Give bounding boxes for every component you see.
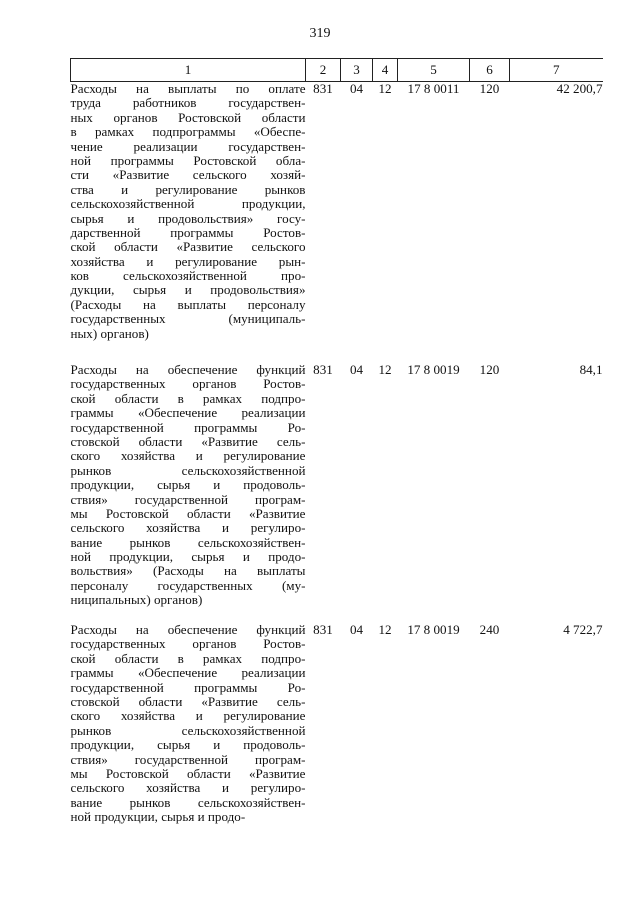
description-line: ства и регулирование рынков bbox=[70, 181, 306, 197]
description-line: ных органов Ростовской области bbox=[70, 109, 306, 125]
description-line: вание рынков сельскохозяйствен- bbox=[70, 534, 306, 550]
column-header-5: 5 bbox=[398, 59, 470, 82]
description-line: государственной программы Ро- bbox=[70, 679, 306, 695]
table-row bbox=[71, 623, 603, 824]
description-line: ского хозяйства и регулирование bbox=[70, 708, 306, 724]
expense-type-code: 120 bbox=[479, 81, 500, 96]
description-line: сти «Развитие сельского хозяй- bbox=[70, 167, 306, 183]
description-line: граммы «Обеспечение реализации bbox=[70, 405, 306, 421]
description-line: Расходы на обеспечение функций bbox=[70, 622, 306, 637]
description-line: рынков сельскохозяйственной bbox=[70, 722, 306, 738]
expense-type-code: 120 bbox=[479, 362, 500, 377]
description-line: сельского хозяйства и регулиро- bbox=[70, 780, 306, 796]
description-line: сырья и продовольствия» госу- bbox=[70, 210, 306, 226]
description-line: чение реализации государствен- bbox=[70, 138, 306, 154]
description-line: государственных органов Ростов- bbox=[70, 636, 306, 652]
description-line: ствия» государственной програм- bbox=[70, 751, 306, 767]
description-line: дарственной программы Ростов- bbox=[70, 224, 306, 240]
description-line: хозяйства и регулирование рын- bbox=[70, 253, 306, 269]
table-header-row bbox=[71, 59, 603, 82]
column-header-7: 7 bbox=[510, 59, 603, 82]
description-line: Расходы на выплаты по оплате bbox=[70, 81, 306, 96]
amount: 42 200,7 bbox=[556, 81, 603, 96]
amount: 4 722,7 bbox=[563, 622, 603, 637]
section-code: 04 bbox=[349, 362, 364, 377]
description-line: дукции, сырья и продовольствия» bbox=[70, 282, 306, 298]
column-header-1: 1 bbox=[71, 59, 306, 82]
description-line: труда работников государствен- bbox=[70, 95, 306, 111]
description-line: мы Ростовской области «Развитие bbox=[70, 765, 306, 781]
description-line: Расходы на обеспечение функций bbox=[70, 362, 306, 377]
row-description bbox=[71, 363, 306, 623]
description-line: продукции, сырья и продоволь- bbox=[70, 737, 306, 753]
description-line: государственной программы Ро- bbox=[70, 419, 306, 435]
column-header-3: 3 bbox=[341, 59, 373, 82]
column-header-4: 4 bbox=[373, 59, 398, 82]
description-line: мы Ростовской области «Развитие bbox=[70, 505, 306, 521]
subsection-code: 12 bbox=[378, 622, 392, 637]
budget-table bbox=[70, 58, 603, 824]
description-line: продукции, сырья и продоволь- bbox=[70, 477, 306, 493]
description-line: стовской области «Развитие сель- bbox=[70, 433, 306, 449]
description-line: ной продукции, сырья и продо- bbox=[70, 549, 306, 565]
description-line: сельскохозяйственной продукции, bbox=[70, 196, 306, 212]
description-line: в рамках подпрограммы «Обеспе- bbox=[70, 124, 306, 140]
description-line: ской области «Развитие сельского bbox=[70, 239, 306, 255]
description-line: ниципальных) органов) bbox=[70, 592, 203, 608]
ministry-code: 831 bbox=[313, 81, 333, 96]
description-line: (Расходы на выплаты персоналу bbox=[70, 296, 306, 312]
description-line: ков сельскохозяйственной про- bbox=[70, 268, 306, 284]
description-line: ствия» государственной програм- bbox=[70, 491, 306, 507]
description-line: ской области в рамках подпро- bbox=[70, 390, 306, 406]
description-line: сельского хозяйства и регулиро- bbox=[70, 520, 306, 536]
ministry-code: 831 bbox=[313, 362, 333, 377]
description-line: рынков сельскохозяйственной bbox=[70, 462, 306, 478]
column-header-2: 2 bbox=[306, 59, 341, 82]
description-line: стовской области «Развитие сель- bbox=[70, 693, 306, 709]
subsection-code: 12 bbox=[378, 81, 392, 96]
description-line: государственных (муниципаль- bbox=[70, 311, 306, 327]
description-line: ной программы Ростовской обла- bbox=[70, 152, 306, 168]
expense-type-code: 240 bbox=[479, 622, 500, 637]
target-article-code: 17 8 0019 bbox=[407, 622, 460, 637]
table-row bbox=[71, 82, 603, 364]
ministry-code: 831 bbox=[313, 622, 333, 637]
page-number: 319 bbox=[309, 26, 331, 41]
amount: 84,1 bbox=[579, 362, 603, 377]
section-code: 04 bbox=[349, 622, 364, 637]
row-description bbox=[71, 623, 306, 824]
target-article-code: 17 8 0019 bbox=[407, 362, 460, 377]
description-line: граммы «Обеспечение реализации bbox=[70, 665, 306, 681]
section-code: 04 bbox=[349, 81, 364, 96]
description-line: вольствия» (Расходы на выплаты bbox=[70, 563, 306, 579]
target-article-code: 17 8 0011 bbox=[407, 81, 460, 96]
table-row bbox=[71, 363, 603, 623]
description-line: персоналу государственных (му- bbox=[70, 577, 306, 593]
subsection-code: 12 bbox=[378, 362, 392, 377]
description-line: ной продукции, сырья и продо- bbox=[70, 809, 246, 825]
row-description bbox=[71, 82, 306, 364]
description-line: государственных органов Ростов- bbox=[70, 376, 306, 392]
description-line: ской области в рамках подпро- bbox=[70, 650, 306, 666]
column-header-6: 6 bbox=[470, 59, 510, 82]
description-line: ных) органов) bbox=[70, 325, 149, 341]
description-line: вание рынков сельскохозяйствен- bbox=[70, 794, 306, 810]
description-line: ского хозяйства и регулирование bbox=[70, 448, 306, 464]
